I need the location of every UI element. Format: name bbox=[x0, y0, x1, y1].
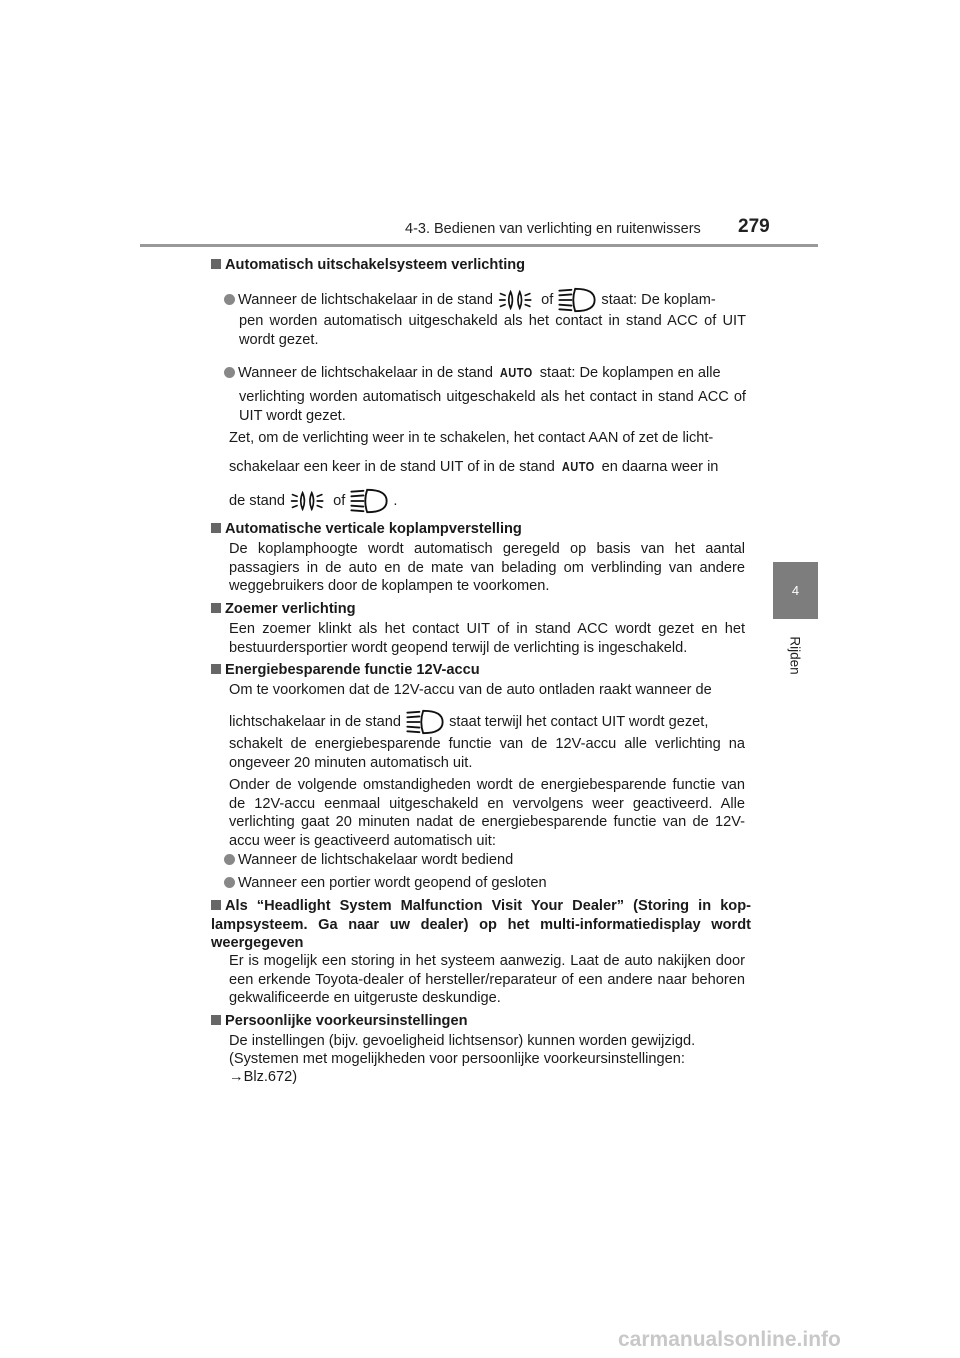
parking-light-icon bbox=[497, 289, 537, 311]
bullet-item: Wanneer de lichtschakelaar wordt bediend bbox=[224, 851, 746, 870]
chapter-label bbox=[772, 630, 818, 680]
square-bullet-icon bbox=[211, 259, 221, 269]
square-bullet-icon bbox=[211, 523, 221, 533]
section-heading: Automatisch uitschakelsysteem verlichting bbox=[211, 256, 751, 275]
bullet-item: Wanneer de lichtschakelaar in de stand of staat: De koplam- bbox=[224, 287, 746, 313]
headlight-icon bbox=[405, 709, 445, 735]
square-bullet-icon bbox=[211, 900, 221, 910]
paragraph: Er is mogelijk een storing in het systeem aanwezig. Laat de auto nakijken door een erkende Toyota-dealer of hersteller/reparateur of een andere naar behoren gekwalificeerde en uitgeruste deskundige. bbox=[229, 953, 745, 1006]
bullet-item-continued: pen worden automatisch uitgeschakeld als het contact in stand ACC of UIT wordt gezet. bbox=[239, 313, 746, 348]
paragraph: lichtschakelaar in de stand staat terwijl het contact UIT wordt gezet, bbox=[229, 709, 745, 735]
auto-position-label: AUTO bbox=[561, 459, 595, 474]
paragraph: schakelaar een keer in de stand UIT of in de stand AUTO en daarna weer in bbox=[229, 459, 719, 475]
paragraph: De instellingen (bijv. gevoeligheid lichtsensor) kunnen worden gewijzigd. bbox=[229, 1033, 696, 1049]
header-divider bbox=[140, 244, 818, 247]
section-heading: Zoemer verlichting bbox=[211, 600, 751, 619]
square-bullet-icon bbox=[211, 1015, 221, 1025]
chapter-number: 4 bbox=[791, 583, 800, 598]
paragraph: de stand of . bbox=[229, 488, 745, 514]
section-heading: Energiebesparende functie 12V-accu bbox=[211, 661, 751, 680]
section-heading: Als “Headlight System Malfunction Visit Your Dealer” (Storing in kop-lampsysteem. Ga naar uw dealer) op het multi-informatiedisplay wordt weergegeven bbox=[211, 898, 751, 951]
bullet-dot-icon bbox=[224, 877, 235, 888]
bullet-dot-icon bbox=[224, 854, 235, 865]
bullet-item-continued: verlichting worden automatisch uitgeschakeld als het contact in stand ACC of UIT wordt gezet. bbox=[239, 389, 746, 424]
chapter-tab[interactable] bbox=[773, 562, 818, 619]
section-heading: Automatische verticale koplampverstelling bbox=[211, 520, 751, 539]
bullet-dot-icon bbox=[224, 367, 235, 378]
page-number: 279 bbox=[738, 216, 770, 237]
paragraph: Om te voorkomen dat de 12V-accu van de auto ontladen raakt wanneer de bbox=[229, 682, 712, 698]
headlight-icon bbox=[557, 287, 597, 313]
bullet-dot-icon bbox=[224, 294, 235, 305]
paragraph: schakelt de energiebesparende functie van de 12V-accu alle verlichting na ongeveer 20 minuten automatisch uit. bbox=[229, 736, 745, 771]
paragraph: De koplamphoogte wordt automatisch geregeld op basis van het aantal passagiers in de auto en de mate van belading om verblinding van andere weggebruikers door de koplampen te voorkomen. bbox=[229, 541, 745, 594]
parking-light-icon bbox=[289, 490, 329, 512]
watermark: carmanualsonline.info bbox=[618, 1328, 841, 1351]
paragraph: (Systemen met mogelijkheden voor persoonlijke voorkeursinstellingen: bbox=[229, 1051, 685, 1067]
arrow-right-icon: → bbox=[229, 1069, 244, 1085]
chapter-label-text: Rijden bbox=[787, 635, 803, 675]
paragraph: Een zoemer klinkt als het contact UIT of in stand ACC wordt gezet en het bestuurdersportier wordt geopend terwijl de verlichting is ingeschakeld. bbox=[229, 621, 745, 656]
auto-position-label: AUTO bbox=[499, 365, 533, 380]
section-title: 4-3. Bedienen van verlichting en ruitenwissers bbox=[405, 221, 701, 237]
square-bullet-icon bbox=[211, 603, 221, 613]
headlight-icon bbox=[349, 488, 389, 514]
bullet-item: Wanneer de lichtschakelaar in de stand AUTO staat: De koplampen en alle bbox=[224, 364, 746, 383]
paragraph: Onder de volgende omstandigheden wordt de energiebesparende functie van de 12V-accu eenmaal uitgeschakeld en vervolgens weer geactiveerd. Alle verlichting gaat 20 minuten nadat de energiebesparende functie van de 12V-accu weer is geactiveerd automatisch uit: bbox=[229, 777, 745, 849]
page-reference[interactable]: →Blz.672) bbox=[229, 1069, 298, 1085]
paragraph: Zet, om de verlichting weer in te schakelen, het contact AAN of zet de licht- bbox=[229, 430, 714, 446]
square-bullet-icon bbox=[211, 664, 221, 674]
section-heading: Persoonlijke voorkeursinstellingen bbox=[211, 1012, 751, 1031]
bullet-item: Wanneer een portier wordt geopend of gesloten bbox=[224, 874, 746, 893]
